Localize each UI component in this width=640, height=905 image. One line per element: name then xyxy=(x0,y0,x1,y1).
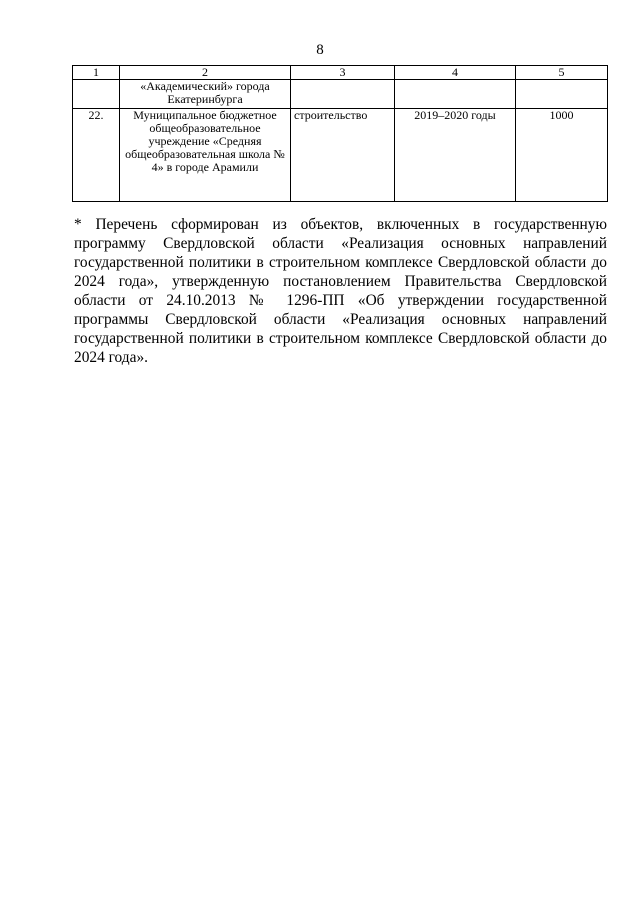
work-type-cell: строительство xyxy=(291,109,395,202)
table-header-row xyxy=(73,66,608,80)
table-row xyxy=(73,109,608,202)
object-name-cell: «Академический» города Екатеринбурга xyxy=(120,80,291,109)
column-header: 4 xyxy=(395,66,516,80)
object-name-cell: Муниципальное бюджетное общеобразовательное учреждение «Средняя общеобразовательная школа № 4» в городе Арамили xyxy=(120,109,291,202)
table-row xyxy=(73,80,608,109)
column-header: 2 xyxy=(120,66,291,80)
row-number-cell xyxy=(73,80,120,109)
amount-cell: 1000 xyxy=(516,109,608,202)
work-type-cell xyxy=(291,80,395,109)
objects-table xyxy=(72,65,608,202)
row-number-cell: 22. xyxy=(73,109,120,202)
page-number: 8 xyxy=(316,42,324,58)
column-header: 1 xyxy=(73,66,120,80)
amount-cell xyxy=(516,80,608,109)
period-cell: 2019–2020 годы xyxy=(395,109,516,202)
period-cell xyxy=(395,80,516,109)
footnote-text: * Перечень сформирован из объектов, включенных в государственную программу Свердловской области «Реализация основных направлений государственной политики в строительном комплексе Свердловской области до 2024 года», утвержденную постановлением Правительства Свердловской области от 24.10.2013 № 1296-ПП «Об утверждении государственной программы Свердловской области «Реализация основных направлений государственной политики в строительном комплексе Свердловской области до 2024 года». xyxy=(74,216,607,366)
column-header: 3 xyxy=(291,66,395,80)
column-header: 5 xyxy=(516,66,608,80)
